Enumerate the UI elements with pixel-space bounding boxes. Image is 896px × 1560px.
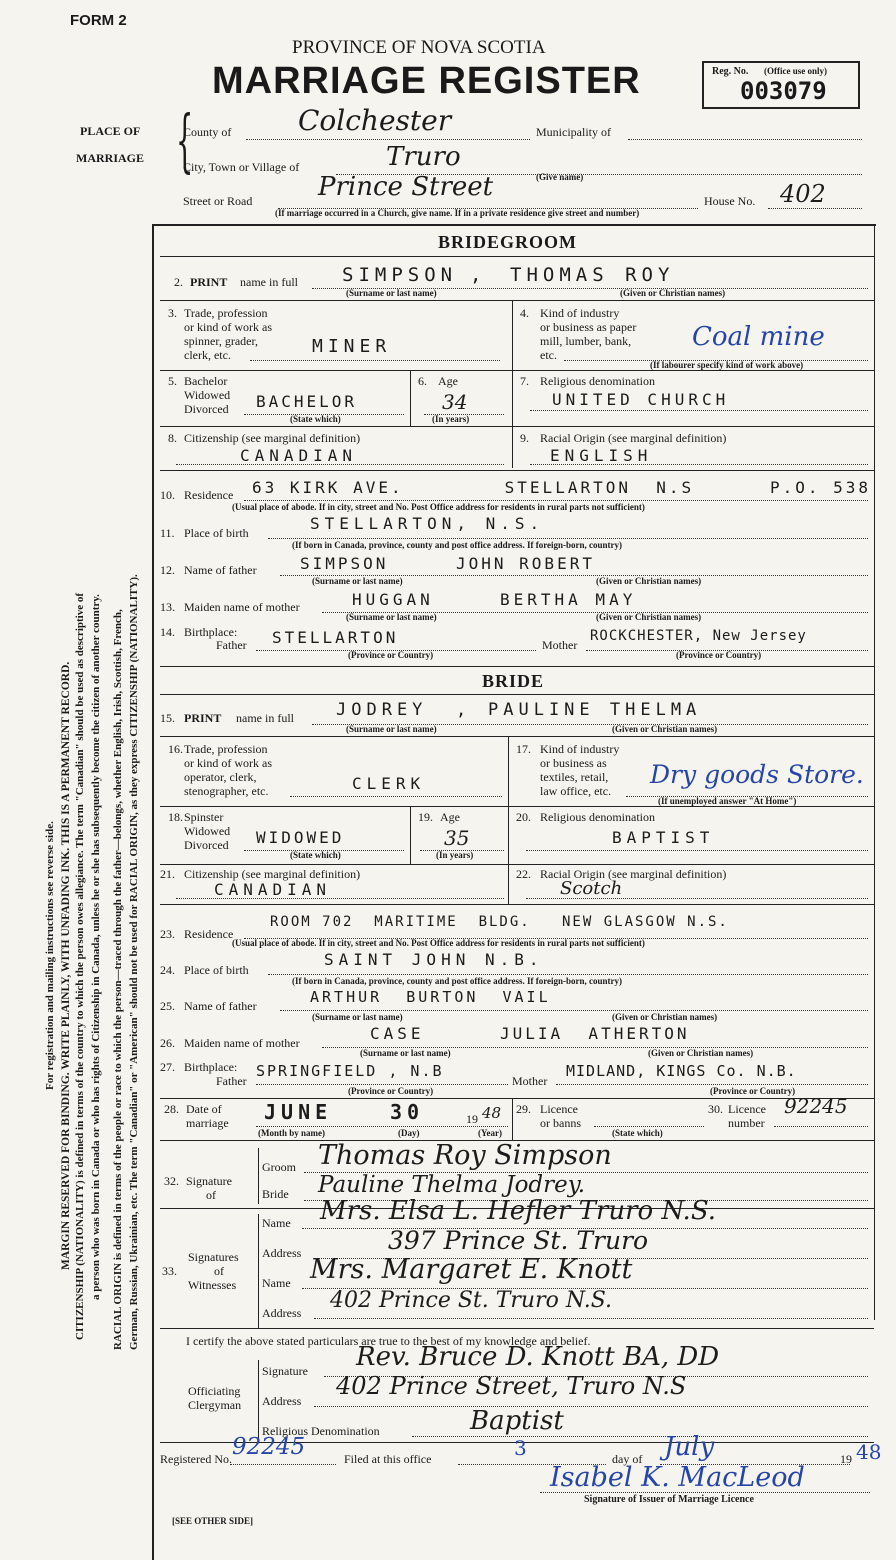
q8-number: 8. xyxy=(168,431,177,445)
city-label: City, Town or Village of xyxy=(183,160,300,174)
margin-line-1: For registration and mailing instructions see reverse side. xyxy=(44,821,56,1090)
q7-number: 7. xyxy=(520,374,529,388)
bride-residence-caption: (Usual place of abode. If in city, street and No. Post Office address for residents in rural parts not sufficient) xyxy=(232,938,645,948)
marriage-day: 30 xyxy=(390,1100,425,1124)
groom-citizenship: CANADIAN xyxy=(240,446,358,465)
groom-sig-label: Groom xyxy=(262,1160,296,1174)
street-value: Prince Street xyxy=(318,172,494,202)
groom-mother-given: BERTHA MAY xyxy=(500,590,637,609)
bride-industry-caption: (If unemployed answer "At Home") xyxy=(658,796,797,806)
issuer-signature: Isabel K. MacLeod xyxy=(550,1462,805,1493)
q5-label-2: Widowed xyxy=(184,388,231,402)
q13-number: 13. xyxy=(160,600,175,614)
reg-number: 003079 xyxy=(740,77,827,105)
q16-label-4: stenographer, etc. xyxy=(184,784,269,798)
q12-label: Name of father xyxy=(184,563,257,577)
marriage-year: 48 xyxy=(482,1104,502,1122)
q32-number: 32. xyxy=(164,1174,179,1188)
bride-racial: Scotch xyxy=(560,878,623,899)
licence-number: 92245 xyxy=(784,1094,848,1118)
q25-number: 25. xyxy=(160,999,175,1013)
registered-label: Registered No. xyxy=(160,1452,232,1466)
w1-name-label: Name xyxy=(262,1216,291,1230)
marriage-label: MARRIAGE xyxy=(76,151,144,165)
q5-label-3: Divorced xyxy=(184,402,229,416)
bride-mother-given: JULIA ATHERTON xyxy=(500,1024,690,1043)
groom-bp-mother: ROCKCHESTER, New Jersey xyxy=(590,628,807,644)
q27-father-label: Father xyxy=(216,1074,247,1088)
certify-text: I certify the above stated particulars are true to the best of my knowledge and belief. xyxy=(186,1334,591,1348)
place-note: (If marriage occurred in a Church, give name. If in a private residence give street and number) xyxy=(275,208,640,218)
bride-bp-father: SPRINGFIELD , N.B xyxy=(256,1062,444,1080)
q32-label-2: of xyxy=(206,1188,216,1202)
witness1-name: Mrs. Elsa L. Hefler Truro N.S. xyxy=(320,1196,716,1226)
bride-birth-caption: (If born in Canada, province, county and post office address. If foreign-born, country) xyxy=(292,976,623,986)
issuer-caption: Signature of Issuer of Marriage Licence xyxy=(584,1494,754,1505)
q29-number: 29. xyxy=(516,1102,531,1116)
marriage-month: JUNE xyxy=(264,1100,333,1124)
q17-label-1: Kind of industry xyxy=(540,742,620,756)
q13-label: Maiden name of mother xyxy=(184,600,300,614)
given-caption: (Given or Christian names) xyxy=(620,288,726,298)
day-caption: (Day) xyxy=(398,1128,420,1138)
father-surname-caption: (Surname or last name) xyxy=(312,576,403,586)
cl-address-label: Address xyxy=(262,1394,302,1408)
q4-label-4: etc. xyxy=(540,348,557,362)
q9-number: 9. xyxy=(520,431,529,445)
bride-mother-given-caption: (Given or Christian names) xyxy=(648,1048,754,1058)
q4-label-2: or business as paper xyxy=(540,320,637,334)
place-of-label: PLACE OF xyxy=(80,124,141,138)
margin-line-5: RACIAL ORIGIN is defined in terms of the people or race to which the person—traced through the father—belongs, whether English, Irish, Scottish, French, xyxy=(112,609,124,1350)
bride-status-caption: (State which) xyxy=(290,850,341,860)
groom-status: BACHELOR xyxy=(256,392,358,411)
q30-label-1: Licence xyxy=(728,1102,766,1116)
mother-surname-caption: (Surname or last name) xyxy=(346,612,437,622)
place-brace: { xyxy=(175,102,194,181)
q33-label-3: Witnesses xyxy=(188,1278,237,1292)
county-value: Colchester xyxy=(298,104,452,137)
bride-father-surname-caption: (Surname or last name) xyxy=(312,1012,403,1022)
q28-label-1: Date of xyxy=(186,1102,222,1116)
q18-number: 18. xyxy=(168,810,183,824)
w2-address-label: Address xyxy=(262,1306,302,1320)
q17-label-4: law office, etc. xyxy=(540,784,612,798)
groom-trade: MINER xyxy=(312,336,392,357)
bride-comma: , xyxy=(456,700,472,720)
q7-label: Religious denomination xyxy=(540,374,655,388)
bride-father: ARTHUR BURTON VAIL xyxy=(310,988,551,1006)
bride-religion: BAPTIST xyxy=(612,828,715,847)
bride-bp-mother: MIDLAND, KINGS Co. N.B. xyxy=(566,1062,797,1080)
bp-mother-caption: (Province or Country) xyxy=(676,650,762,660)
q2-label: name in full xyxy=(240,275,298,289)
groom-religion: UNITED CHURCH xyxy=(552,390,730,409)
groom-bp-father: STELLARTON xyxy=(272,628,399,647)
bride-status: WIDOWED xyxy=(256,828,345,847)
q18-label-1: Spinster xyxy=(184,810,224,824)
q4-label-3: mill, lumber, bank, xyxy=(540,334,632,348)
year-caption: (Year) xyxy=(478,1128,502,1138)
give-name-caption: (Give name) xyxy=(536,172,584,182)
bride-birth: SAINT JOHN N.B. xyxy=(324,950,544,969)
father-given-caption: (Given or Christian names) xyxy=(596,576,702,586)
q14-father-label: Father xyxy=(216,638,247,652)
bride-signature: Pauline Thelma Jodrey. xyxy=(318,1172,586,1198)
q14-label: Birthplace: xyxy=(184,625,238,639)
q20-label: Religious denomination xyxy=(540,810,655,824)
q3-label-4: clerk, etc. xyxy=(184,348,231,362)
q18-label-2: Widowed xyxy=(184,824,231,838)
status-caption: (State which) xyxy=(290,414,341,424)
bride-mother-surname: CASE xyxy=(370,1024,425,1043)
day-of-label: day of xyxy=(612,1452,643,1466)
q27-mother-label: Mother xyxy=(512,1074,548,1088)
q15-number: 15. xyxy=(160,711,175,725)
bride-surname: JODREY xyxy=(336,700,428,720)
bride-age: 35 xyxy=(444,826,470,850)
bp-father-caption: (Province or Country) xyxy=(348,650,434,660)
q14-number: 14. xyxy=(160,625,175,639)
off-label-1: Officiating xyxy=(188,1384,241,1398)
bride-bp-mother-caption: (Province or Country) xyxy=(710,1086,796,1096)
q27-number: 27. xyxy=(160,1060,175,1074)
w1-address-label: Address xyxy=(262,1246,302,1260)
bride-residence: ROOM 702 MARITIME BLDG. NEW GLASGOW N.S. xyxy=(270,914,729,930)
q10-number: 10. xyxy=(160,488,175,502)
filed-day: 3 xyxy=(514,1436,527,1460)
q15-print: PRINT xyxy=(184,711,222,725)
bride-trade: CLERK xyxy=(352,774,426,793)
q11-number: 11. xyxy=(160,526,175,540)
bride-section-title: BRIDE xyxy=(482,671,545,691)
filed-month: July xyxy=(664,1432,715,1462)
q12-number: 12. xyxy=(160,563,175,577)
county-label: County of xyxy=(183,125,232,139)
cl-denom-label: Religious Denomination xyxy=(262,1424,380,1438)
reg-label: Reg. No. xyxy=(712,66,749,77)
groom-given: THOMAS ROY xyxy=(510,264,675,286)
clergyman-denomination: Baptist xyxy=(470,1406,564,1436)
filed-label: Filed at this office xyxy=(344,1452,432,1466)
groom-surname: SIMPSON xyxy=(342,264,458,286)
q33-label-1: Signatures xyxy=(188,1250,239,1264)
q24-number: 24. xyxy=(160,963,175,977)
q17-label-2: or business as xyxy=(540,756,607,770)
filed-year-prefix: 19 xyxy=(840,1452,852,1466)
q29-label-1: Licence xyxy=(540,1102,578,1116)
reg-number-box xyxy=(702,61,860,109)
mother-given-caption: (Given or Christian names) xyxy=(596,612,702,622)
q33-label-2: of xyxy=(214,1264,224,1278)
bride-surname-caption: (Surname or last name) xyxy=(346,724,437,734)
witness2-name: Mrs. Margaret E. Knott xyxy=(310,1254,633,1285)
margin-line-2: MARGIN RESERVED FOR BINDING. WRITE PLAINLY, WITH UNFADING INK. THIS IS A PERMANENT RECORD. xyxy=(60,661,72,1270)
q5-label-1: Bachelor xyxy=(184,374,228,388)
q4-label-1: Kind of industry xyxy=(540,306,620,320)
q20-number: 20. xyxy=(516,810,531,824)
cl-signature-label: Signature xyxy=(262,1364,308,1378)
q23-number: 23. xyxy=(160,927,175,941)
q2-print: PRINT xyxy=(190,275,228,289)
q16-label-3: operator, clerk, xyxy=(184,770,257,784)
bride-industry: Dry goods Store. xyxy=(650,760,864,789)
licence-caption: (State which) xyxy=(612,1128,663,1138)
groom-father-surname: SIMPSON xyxy=(300,554,389,573)
q26-number: 26. xyxy=(160,1036,175,1050)
city-value: Truro xyxy=(386,142,461,172)
q9-label: Racial Origin (see marginal definition) xyxy=(540,431,727,445)
groom-signature: Thomas Roy Simpson xyxy=(318,1140,612,1171)
q33-number: 33. xyxy=(162,1264,177,1278)
margin-line-4: a person who was born in Canada or who has rights of Citizenship in Canada, unless he or she has subsequently become the citizen of another country. xyxy=(90,594,102,1300)
groom-age: 34 xyxy=(442,390,468,414)
q30-label-2: number xyxy=(728,1116,765,1130)
q15-label: name in full xyxy=(236,711,294,725)
q8-label: Citizenship (see marginal definition) xyxy=(184,431,361,445)
groom-comma: , xyxy=(470,264,487,286)
q3-label-3: spinner, grader, xyxy=(184,334,259,348)
q10-label: Residence xyxy=(184,488,234,502)
bride-given-caption: (Given or Christian names) xyxy=(612,724,718,734)
birth-caption: (If born in Canada, province, county and post office address. If foreign-born, country) xyxy=(292,540,623,550)
house-label: House No. xyxy=(704,194,756,208)
q18-label-3: Divorced xyxy=(184,838,229,852)
q3-number: 3. xyxy=(168,306,177,320)
q25-label: Name of father xyxy=(184,999,257,1013)
q16-label-1: Trade, profession xyxy=(184,742,268,756)
groom-section-title: BRIDEGROOM xyxy=(438,232,578,252)
q22-label: Racial Origin (see marginal definition) xyxy=(540,867,727,881)
bride-sig-label: Bride xyxy=(262,1187,289,1201)
surname-caption: (Surname or last name) xyxy=(346,288,437,298)
q28-number: 28. xyxy=(164,1102,179,1116)
bride-age-caption: (In years) xyxy=(436,850,474,860)
year-prefix: 19 xyxy=(466,1112,478,1126)
clergyman-signature: Rev. Bruce D. Knott BA, DD xyxy=(356,1342,720,1372)
q11-label: Place of birth xyxy=(184,526,249,540)
witness1-address: 397 Prince St. Truro xyxy=(388,1226,649,1255)
q23-label: Residence xyxy=(184,927,234,941)
q22-number: 22. xyxy=(516,867,531,881)
groom-birth: STELLARTON, N.S. xyxy=(310,514,545,533)
w2-name-label: Name xyxy=(262,1276,291,1290)
margin-line-3: CITIZENSHIP (NATIONALITY) is defined in terms of the country to which the person owes allegiance. The term "Canadian" should be used as descriptive of xyxy=(74,592,86,1340)
q19-label: Age xyxy=(440,810,460,824)
industry-caption: (If labourer specify kind of work above) xyxy=(650,360,804,370)
bride-father-given-caption: (Given or Christian names) xyxy=(612,1012,718,1022)
groom-industry: Coal mine xyxy=(692,322,825,352)
municipality-label: Municipality of xyxy=(536,125,611,139)
q26-label: Maiden name of mother xyxy=(184,1036,300,1050)
residence-caption: (Usual place of abode. If in city, street and No. Post Office address for residents in rural parts not sufficient) xyxy=(232,502,645,512)
reg-office-use: (Office use only) xyxy=(764,66,827,76)
q14-mother-label: Mother xyxy=(542,638,578,652)
witness2-address: 402 Prince St. Truro N.S. xyxy=(330,1288,612,1313)
q30-number: 30. xyxy=(708,1102,723,1116)
q29-label-2: or banns xyxy=(540,1116,581,1130)
q17-number: 17. xyxy=(516,742,531,756)
province-heading: PROVINCE OF NOVA SCOTIA xyxy=(292,37,546,58)
bride-mother-surname-caption: (Surname or last name) xyxy=(360,1048,451,1058)
margin-line-6: German, Russian, Ukrainian, etc. The term "Canadian" or "American" should not be used for RACIAL ORIGIN, as they express CITIZENSHIP (NATIONALITY). xyxy=(128,574,140,1350)
q3-label-1: Trade, profession xyxy=(184,306,268,320)
q2-number: 2. xyxy=(174,275,183,289)
q3-label-2: or kind of work as xyxy=(184,320,272,334)
month-caption: (Month by name) xyxy=(258,1128,325,1138)
form-number: FORM 2 xyxy=(70,12,127,29)
q32-label-1: Signature xyxy=(186,1174,232,1188)
bride-given: PAULINE THELMA xyxy=(488,700,702,720)
q21-number: 21. xyxy=(160,867,175,881)
q16-number: 16. xyxy=(168,742,183,756)
q17-label-3: textiles, retail, xyxy=(540,770,609,784)
q5-number: 5. xyxy=(168,374,177,388)
see-other-side: [SEE OTHER SIDE] xyxy=(172,1516,254,1526)
bride-citizenship: CANADIAN xyxy=(214,880,332,899)
off-label-2: Clergyman xyxy=(188,1398,242,1412)
house-value: 402 xyxy=(780,180,826,208)
q6-label: Age xyxy=(438,374,458,388)
groom-mother-surname: HUGGAN xyxy=(352,590,434,609)
street-label: Street or Road xyxy=(183,194,253,208)
registered-number: 92245 xyxy=(232,1434,306,1460)
q24-label: Place of birth xyxy=(184,963,249,977)
q6-number: 6. xyxy=(418,374,427,388)
groom-racial: ENGLISH xyxy=(550,446,653,465)
filed-year: 48 xyxy=(856,1440,882,1464)
clergyman-address: 402 Prince Street, Truro N.S xyxy=(336,1372,687,1400)
bride-bp-father-caption: (Province or Country) xyxy=(348,1086,434,1096)
age-caption: (In years) xyxy=(432,414,470,424)
q16-label-2: or kind of work as xyxy=(184,756,272,770)
form-title: MARRIAGE REGISTER xyxy=(212,60,641,102)
q28-label-2: marriage xyxy=(186,1116,229,1130)
q4-number: 4. xyxy=(520,306,529,320)
groom-father-given: JOHN ROBERT xyxy=(456,554,595,573)
groom-residence: 63 KIRK AVE. STELLARTON N.S P.O. 538 xyxy=(252,478,872,497)
q21-label: Citizenship (see marginal definition) xyxy=(184,867,361,881)
q27-label: Birthplace: xyxy=(184,1060,238,1074)
q19-number: 19. xyxy=(418,810,433,824)
